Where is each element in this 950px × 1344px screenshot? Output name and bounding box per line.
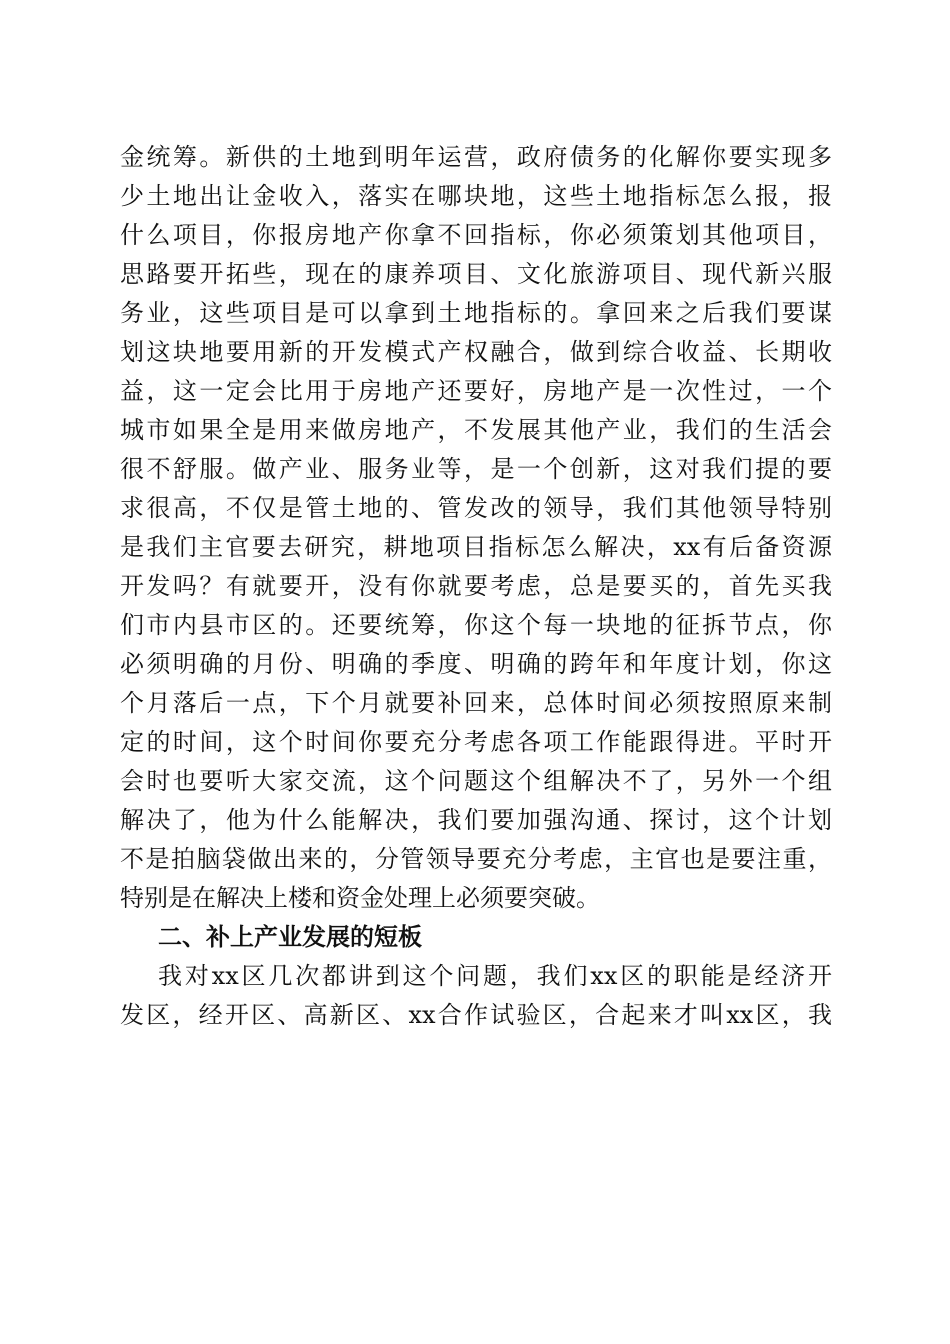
text-line: 解决了，他为什么能解决，我们要加强沟通、探讨，这个计划 <box>120 806 832 834</box>
body-text <box>120 138 832 1035</box>
text-line: 划这块地要用新的开发模式产权融合，做到综合收益、长期收 <box>120 338 832 366</box>
text-line: 什么项目，你报房地产你拿不回指标，你必须策划其他项目， <box>120 221 832 249</box>
paragraph-2 <box>120 957 832 1035</box>
text-line: 城市如果全是用来做房地产，不发展其他产业，我们的生活会 <box>120 416 832 444</box>
text-line: 我对xx区几次都讲到这个问题，我们xx区的职能是经济开 <box>158 962 832 990</box>
section-heading: 二、补上产业发展的短板 <box>158 923 422 951</box>
text-line: 金统筹。新供的土地到明年运营，政府债务的化解你要实现多 <box>120 143 832 171</box>
text-line: 发区，经开区、高新区、xx合作试验区，合起来才叫xx区，我 <box>120 1001 832 1029</box>
text-line: 定的时间，这个时间你要充分考虑各项工作能跟得进。平时开 <box>120 728 832 756</box>
text-line: 少土地出让金收入，落实在哪块地，这些土地指标怎么报，报 <box>120 182 832 210</box>
paragraph-1 <box>120 138 832 918</box>
text-line: 特别是在解决上楼和资金处理上必须要突破。 <box>120 884 600 912</box>
text-line: 必须明确的月份、明确的季度、明确的跨年和年度计划，你这 <box>120 650 832 678</box>
text-line: 思路要开拓些，现在的康养项目、文化旅游项目、现代新兴服 <box>120 260 832 288</box>
text-line: 务业，这些项目是可以拿到土地指标的。拿回来之后我们要谋 <box>120 299 832 327</box>
text-line: 个月落后一点，下个月就要补回来，总体时间必须按照原来制 <box>120 689 832 717</box>
text-line: 会时也要听大家交流，这个问题这个组解决不了，另外一个组 <box>120 767 832 795</box>
text-line: 求很高，不仅是管土地的、管发改的领导，我们其他领导特别 <box>120 494 832 522</box>
text-line: 不是拍脑袋做出来的，分管领导要充分考虑，主官也是要注重， <box>120 845 832 873</box>
text-line: 益，这一定会比用于房地产还要好，房地产是一次性过，一个 <box>120 377 832 405</box>
text-line: 很不舒服。做产业、服务业等，是一个创新，这对我们提的要 <box>120 455 832 483</box>
text-line: 们市内县市区的。还要统筹，你这个每一块地的征拆节点，你 <box>120 611 832 639</box>
text-line: 是我们主官要去研究，耕地项目指标怎么解决，xx有后备资源 <box>120 533 832 561</box>
text-line: 开发吗？有就要开，没有你就要考虑，总是要买的，首先买我 <box>120 572 832 600</box>
